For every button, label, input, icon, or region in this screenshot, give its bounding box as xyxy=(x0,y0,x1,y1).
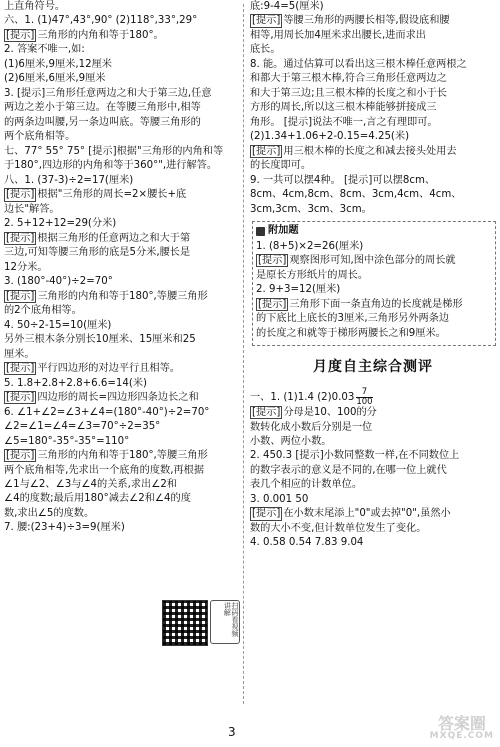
answer-text: 3. (180°-40°)÷2=70° xyxy=(4,276,113,288)
answer-text: 两个底角相等。 xyxy=(4,131,76,143)
answer-text: 12分米。 xyxy=(4,261,48,273)
answer-line xyxy=(4,261,240,275)
answer-line xyxy=(4,449,240,463)
answer-text: 的长度之和就等于梯形两腰长之和9厘米。 xyxy=(256,327,446,339)
answer-line xyxy=(4,58,240,72)
answer-text: 根据"三角形的周长=2×腰长+底 xyxy=(37,189,187,201)
answer-line xyxy=(250,72,496,86)
answer-text: 数,求出∠5的度数。 xyxy=(4,507,95,519)
answer-text: 上直角符号。 xyxy=(4,1,66,12)
answer-text: 的长度即可。 xyxy=(250,160,312,172)
answer-text: 的2个底角相等。 xyxy=(4,305,82,317)
answer-line xyxy=(250,522,496,536)
answer-text: 数的大小不变,但计数单位发生了变化。 xyxy=(250,522,427,534)
answer-line xyxy=(250,478,496,492)
answer-text: 4. 50÷2-15=10(厘米) xyxy=(4,319,112,331)
answer-text: 边长"解答。 xyxy=(4,203,60,215)
answer-line xyxy=(4,290,240,304)
answer-line xyxy=(4,217,240,231)
right-column xyxy=(250,0,496,551)
hint-label: [提示] xyxy=(6,29,35,41)
answer-text: 2. 答案不唯一,如: xyxy=(4,44,85,56)
answer-line xyxy=(4,130,240,144)
answer-line xyxy=(250,174,496,188)
hint-label: [提示] xyxy=(6,232,35,244)
answer-text: 表几个相应的计数单位。 xyxy=(250,479,363,491)
answer-line xyxy=(250,388,496,406)
answer-text: 一、1. (1)1.4 (2)0.03 xyxy=(250,392,355,404)
answer-line xyxy=(4,362,240,376)
answer-text: 三角形的内角和等于180°,等腰三角形 xyxy=(37,450,208,462)
answer-line xyxy=(4,391,240,405)
answer-line xyxy=(250,145,496,159)
answer-text: 六、1. (1)47°,43°,90° (2)118°,33°,29° xyxy=(4,15,198,27)
hint-label: [提示] xyxy=(252,407,281,419)
right-top-answers xyxy=(250,0,496,217)
answer-text: 三角形下面一条直角边的长度就是梯形 xyxy=(289,298,463,310)
answer-text: 和大于第三边;且三根木棒的长度之和小于长 xyxy=(250,87,447,99)
answer-text: 8cm、4cm,8cm、8cm、3cm,4cm、4cm、 xyxy=(250,189,462,201)
hint-label: [提示] xyxy=(258,255,287,267)
hint-label: [提示] xyxy=(6,363,35,375)
answer-line xyxy=(256,327,492,341)
answer-text: 三角形的内角和等于180°,等腰三角形 xyxy=(37,290,208,302)
answer-line xyxy=(256,269,492,283)
answer-line xyxy=(4,435,240,449)
answer-text: 观察图形可知,图中涂色部分的周长就 xyxy=(289,255,456,267)
answer-text: ∠4的度数;最后用180°减去∠2和∠4的度 xyxy=(4,493,191,505)
answer-text: 七、77° 55° 75° [提示]根据"三角形的内角和等 xyxy=(4,145,224,157)
answer-text: 两边之差小于第三边。在等腰三角形中,相等 xyxy=(4,102,201,114)
answer-line xyxy=(4,29,240,43)
answer-line xyxy=(250,116,496,130)
answer-text: 1. (8+5)×2=26(厘米) xyxy=(256,240,364,252)
watermark-logo xyxy=(430,716,494,741)
hint-label: [提示] xyxy=(258,298,287,310)
watermark-url: MXQE.COM xyxy=(429,731,494,741)
answer-line xyxy=(4,145,240,159)
answer-line xyxy=(250,43,496,57)
hint-label: [提示] xyxy=(6,290,35,302)
answer-text: 相等,用周长加4厘米求出腰长,进而求出 xyxy=(250,29,426,41)
qr-code[interactable] xyxy=(162,600,208,646)
answer-line xyxy=(250,464,496,478)
book-icon xyxy=(256,227,265,236)
hint-label: [提示] xyxy=(6,392,35,404)
answer-text: (2)6厘米,6厘米,9厘米 xyxy=(4,73,106,85)
answer-text: 的下底比上底长的3厘米,三角形另外两条边 xyxy=(256,313,450,325)
answer-line xyxy=(4,507,240,521)
answer-text: (1)6厘米,9厘米,12厘米 xyxy=(4,58,112,70)
answer-text: 底长。 xyxy=(250,44,281,56)
section-title: 月度自主综合测评 xyxy=(313,359,433,376)
answer-text: 在小数末尾添上"0"或去掉"0",虽然小 xyxy=(283,508,451,520)
answer-line xyxy=(250,507,496,521)
answer-line xyxy=(4,174,240,188)
answer-text: 八、1. (37-3)÷2=17(厘米) xyxy=(4,174,134,186)
answer-text: 3cm,3cm、3cm、3cm。 xyxy=(250,203,372,215)
answer-text: 和都大于第三根木棒,符合三角形任意两边之 xyxy=(250,73,447,85)
answer-line xyxy=(250,493,496,507)
answer-line xyxy=(4,521,240,535)
answer-text: 底:9-4=5(厘米) xyxy=(250,1,324,12)
answer-line xyxy=(4,492,240,506)
monthly-test-answers xyxy=(250,388,496,551)
answer-line xyxy=(4,87,240,101)
answer-line xyxy=(250,406,496,420)
answer-line xyxy=(4,246,240,260)
answer-text: 另外三根木条分别长10厘米、15厘米和25 xyxy=(4,334,196,346)
hint-label: [提示] xyxy=(252,145,281,157)
answer-line xyxy=(250,449,496,463)
answer-text: 方形的周长,所以这三根木棒能够拼接成三 xyxy=(250,102,437,114)
answer-text: 的数字表示的意义是不同的,在哪一位上就代 xyxy=(250,464,447,476)
answer-text: 分母是10、100的分 xyxy=(283,407,377,419)
answer-line xyxy=(4,478,240,492)
hint-label: [提示] xyxy=(252,15,281,27)
answer-text: 8. 能。通过估算可以看出这三根木棒任意两根之 xyxy=(250,58,467,70)
answer-line xyxy=(250,101,496,115)
page-number: 3 xyxy=(228,725,236,739)
answer-line xyxy=(4,275,240,289)
extra-questions-header xyxy=(256,224,492,238)
answer-line xyxy=(4,101,240,115)
answer-line xyxy=(250,203,496,217)
answer-line xyxy=(256,298,492,312)
answer-line xyxy=(4,203,240,217)
answer-line xyxy=(250,58,496,72)
hint-label: [提示] xyxy=(6,189,35,201)
answer-line xyxy=(250,159,496,173)
answer-text: (2)1.34+1.06+2-0.15=4.25(米) xyxy=(250,131,410,143)
answer-text: ∠5=180°-35°-35°=110° xyxy=(4,435,130,447)
answer-text: ∠1与∠2、∠3与∠4的关系,求出∠2和 xyxy=(4,478,177,490)
hint-label: [提示] xyxy=(6,450,35,462)
answer-text: 5. 1.8+2.8+2.8+6.6=14(米) xyxy=(4,377,148,389)
fraction-numerator: 7 xyxy=(361,387,368,398)
hint-label: [提示] xyxy=(252,508,281,520)
answer-line xyxy=(250,87,496,101)
answer-text: 6. ∠1+∠2=∠3+∠4=(180°-40°)÷2=70° xyxy=(4,406,210,418)
answer-text: 3. 0.001 50 xyxy=(250,493,309,505)
answer-line xyxy=(4,14,240,28)
answer-text: 用三根木棒的长度之和减去接头处用去 xyxy=(283,145,457,157)
answer-text: 数转化成小数后分别是一位 xyxy=(250,421,373,433)
answer-line xyxy=(256,254,492,268)
answer-text: 平行四边形的对边平行且相等。 xyxy=(37,363,180,375)
answer-text: 小数、两位小数。 xyxy=(250,435,332,447)
answer-line xyxy=(250,29,496,43)
answer-line xyxy=(4,72,240,86)
answer-text: 4. 0.58 0.54 7.83 9.04 xyxy=(250,537,364,549)
answer-text: 是原长方形纸片的周长。 xyxy=(256,269,369,281)
answer-text: 四边形的周长=四边形四条边长之和 xyxy=(37,392,199,404)
answer-text: 2. 450.3 [提示]小数同整数一样,在不同数位上 xyxy=(250,450,460,462)
fraction xyxy=(356,388,372,406)
answer-line xyxy=(4,348,240,362)
answer-line xyxy=(4,319,240,333)
answer-text: 两个底角相等,先求出一个底角的度数,再根据 xyxy=(4,464,205,476)
answer-line xyxy=(250,0,496,14)
answer-line xyxy=(4,188,240,202)
answer-text: 于180°,四边形的内角和等于360°",进行解答。 xyxy=(4,160,218,172)
qr-label: 扫码看视频讲解 xyxy=(210,600,240,644)
answer-line xyxy=(4,0,240,14)
watermark-text: 答案圈 xyxy=(437,714,486,733)
answer-line xyxy=(256,312,492,326)
answer-text: 2. 9+3=12(厘米) xyxy=(256,284,341,296)
answer-line xyxy=(4,333,240,347)
extra-questions-box xyxy=(252,221,496,346)
answer-line xyxy=(250,536,496,550)
extra-questions-lines xyxy=(256,240,492,341)
answer-line xyxy=(4,159,240,173)
fraction-denominator: 100 xyxy=(356,396,373,407)
answer-line xyxy=(4,304,240,318)
answer-text: 根据三角形的任意两边之和大于第 xyxy=(37,232,191,244)
answer-line xyxy=(250,421,496,435)
answer-line xyxy=(4,464,240,478)
answer-text: 三边,可知等腰三角形的底是5分米,腰长是 xyxy=(4,247,191,259)
answer-text: 3. [提示]三角形任意两边之和大于第三边,任意 xyxy=(4,87,212,99)
answer-text: 2. 5+12+12=29(分米) xyxy=(4,218,117,230)
answer-line xyxy=(4,420,240,434)
answer-text: 厘米。 xyxy=(4,348,35,360)
answer-line xyxy=(250,130,496,144)
answer-line xyxy=(4,377,240,391)
answer-line xyxy=(4,232,240,246)
answer-text: 9. 一共可以摆4种。 [提示]可以摆8cm、 xyxy=(250,174,436,186)
column-divider xyxy=(243,4,244,704)
answer-text: 角形。 [提示]说法不唯一,言之有理即可。 xyxy=(250,116,438,128)
answer-line xyxy=(256,283,492,297)
left-column xyxy=(4,0,240,536)
answer-text: 等腰三角形的两腰长相等,假设底和腰 xyxy=(283,15,450,27)
answer-text: 的两条边叫腰,另一条边叫底。等腰三角形的 xyxy=(4,116,201,128)
answer-line xyxy=(250,435,496,449)
answer-line xyxy=(256,240,492,254)
answer-line xyxy=(250,14,496,28)
answer-line xyxy=(4,43,240,57)
answer-text: 7. 腰:(23+4)÷3=9(厘米) xyxy=(4,522,125,534)
answer-line xyxy=(250,188,496,202)
answer-line xyxy=(4,406,240,420)
answer-text: 三角形的内角和等于180°。 xyxy=(37,29,164,41)
extra-questions-title: 附加题 xyxy=(268,225,299,237)
answer-line xyxy=(4,116,240,130)
answer-text: ∠2=∠1=∠4=∠3=70°÷2=35° xyxy=(4,421,161,433)
